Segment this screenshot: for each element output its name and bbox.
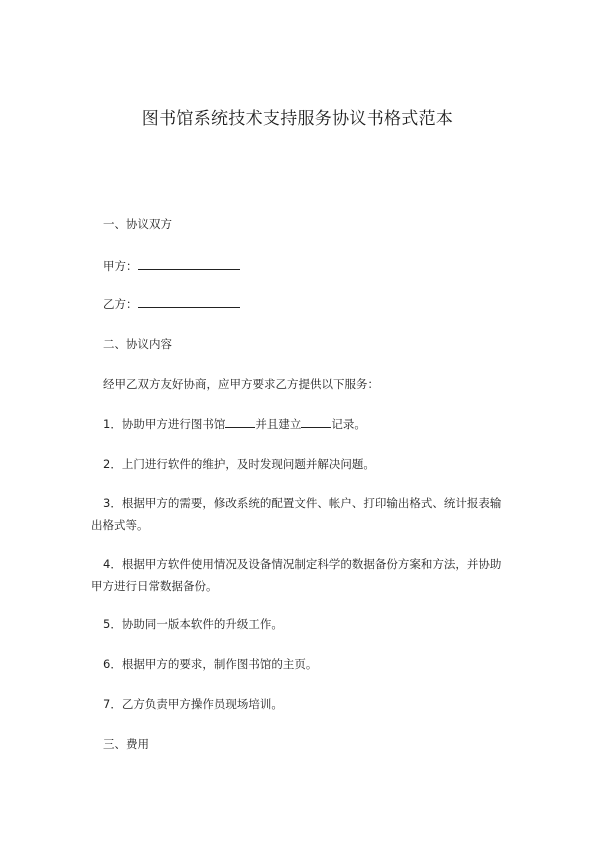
party-b-blank <box>138 295 240 308</box>
content-item-2: 2．上门进行软件的维护，及时发现问题并解决问题。 <box>103 457 375 471</box>
section-heading-fees: 三、费用 <box>103 737 149 751</box>
content-item-3: 3．根据甲方的需要，修改系统的配置文件、帐户、打印输出格式、统计报表输出格式等。 <box>91 496 502 532</box>
content-intro: 经甲乙双方友好协商，应甲方要求乙方提供以下服务： <box>103 377 379 391</box>
content-item-4: 4．根据甲方软件使用情况及设备情况制定科学的数据备份方案和方法，并协助甲方进行日常数据备份。 <box>91 557 502 593</box>
item-1-blank-2 <box>301 415 331 428</box>
party-b-label: 乙方： <box>103 297 138 311</box>
item-1-part-c: 记录。 <box>331 417 366 431</box>
item-1-part-b: 并且建立 <box>255 417 302 431</box>
content-item-1 <box>103 414 366 434</box>
content-item-7: 7．乙方负责甲方操作员现场培训。 <box>103 697 283 711</box>
document-title: 图书馆系统技术支持服务协议书格式范本 <box>141 109 454 129</box>
party-b-line <box>103 294 240 314</box>
section-heading-parties: 一、协议双方 <box>103 217 172 231</box>
party-a-blank <box>138 257 240 270</box>
item-1-part-a: 1．协助甲方进行图书馆 <box>103 417 226 431</box>
content-item-6: 6．根据甲方的要求，制作图书馆的主页。 <box>103 657 318 671</box>
item-1-blank-1 <box>225 415 255 428</box>
party-a-label: 甲方： <box>103 259 138 273</box>
content-item-5: 5．协助同一版本软件的升级工作。 <box>103 617 283 631</box>
party-a-line <box>103 256 240 276</box>
section-heading-content: 二、协议内容 <box>103 337 172 351</box>
